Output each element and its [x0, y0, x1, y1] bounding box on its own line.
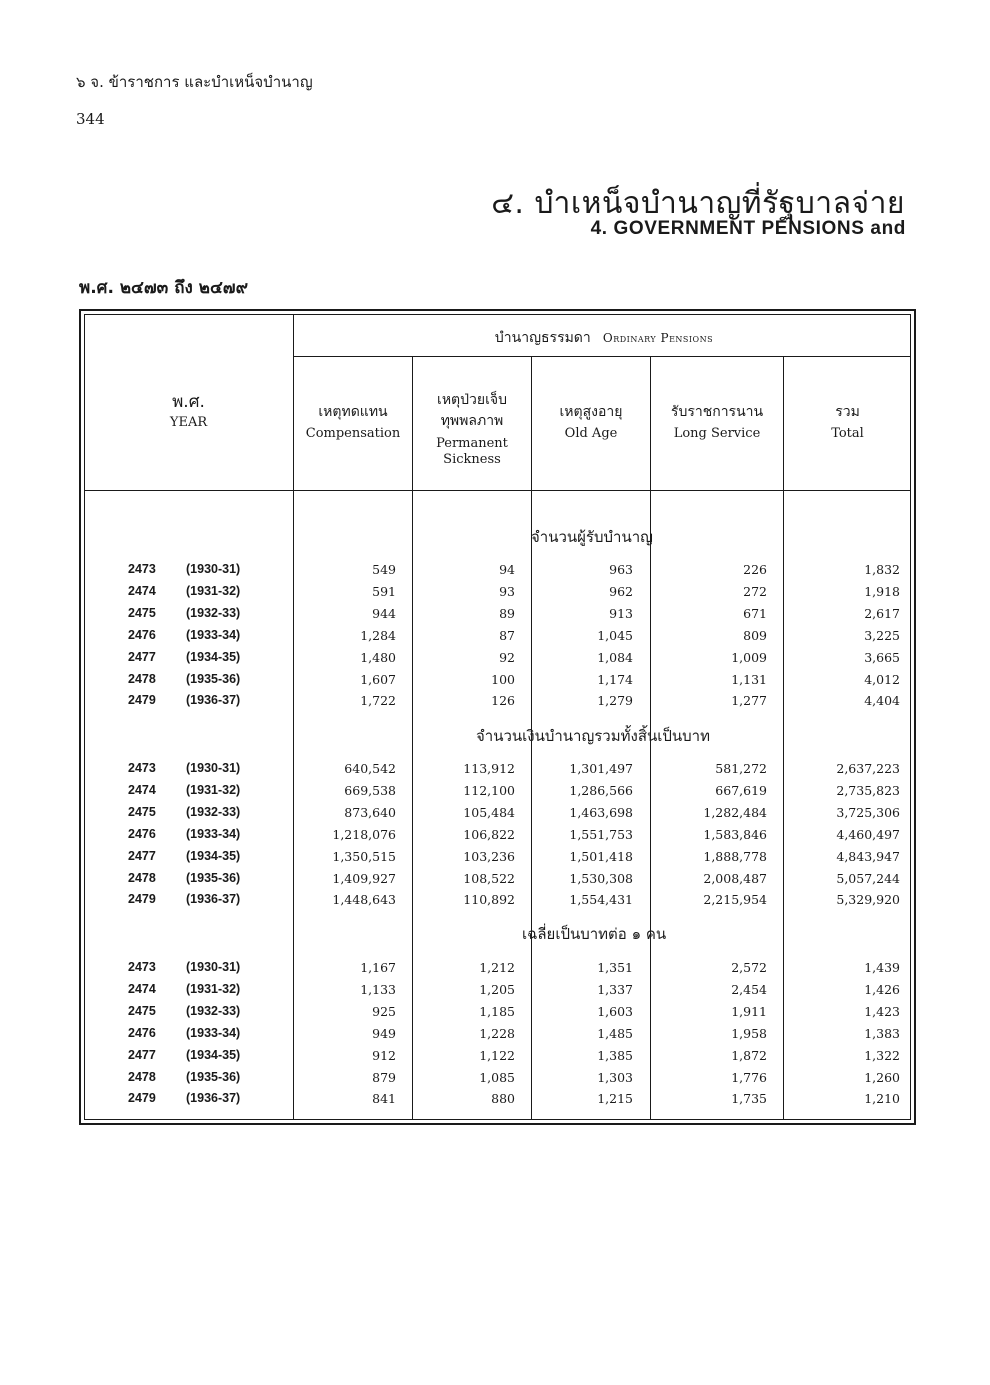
value-cell: 925 [372, 1004, 396, 1019]
value-cell: 809 [743, 628, 767, 643]
range-cell: (1933-34) [186, 628, 241, 642]
year-cell: 2475 [128, 606, 156, 620]
value-cell: 1,888,778 [703, 849, 767, 864]
range-cell: (1934-35) [186, 650, 241, 664]
value-cell: 591 [372, 584, 396, 599]
value-cell: 108,522 [463, 871, 515, 886]
value-cell: 671 [743, 606, 767, 621]
year-cell: 2473 [128, 562, 156, 576]
year-cell: 2475 [128, 1004, 156, 1018]
value-cell: 1,918 [864, 584, 900, 599]
col-header-compensation [294, 404, 412, 442]
table-row [0, 1026, 990, 1047]
range-cell: (1935-36) [186, 871, 241, 885]
table-row [0, 1091, 990, 1112]
value-cell: 4,012 [864, 672, 900, 687]
value-cell: 1,383 [864, 1026, 900, 1041]
value-cell: 5,329,920 [836, 892, 900, 907]
table-row [0, 783, 990, 804]
value-cell: 1,303 [597, 1070, 633, 1085]
table-row [0, 1048, 990, 1069]
value-cell: 1,351 [597, 960, 633, 975]
col-header-total [784, 404, 911, 442]
value-cell: 1,212 [479, 960, 515, 975]
value-cell: 2,454 [731, 982, 767, 997]
col-header-long-service-thai: รับราชการนาน [670, 404, 764, 420]
value-cell: 873,640 [344, 805, 396, 820]
value-cell: 1,215 [597, 1091, 633, 1106]
value-cell: 1,337 [597, 982, 633, 997]
value-cell: 100 [491, 672, 515, 687]
table-row [0, 827, 990, 848]
value-cell: 5,057,244 [836, 871, 900, 886]
value-cell: 94 [499, 562, 515, 577]
range-cell: (1931-32) [186, 584, 241, 598]
year-header [84, 392, 293, 432]
value-cell: 669,538 [344, 783, 396, 798]
value-cell: 1,480 [360, 650, 396, 665]
value-cell: 2,735,823 [836, 783, 900, 798]
value-cell: 949 [372, 1026, 396, 1041]
value-cell: 879 [372, 1070, 396, 1085]
value-cell: 113,912 [463, 761, 515, 776]
value-cell: 2,572 [731, 960, 767, 975]
year-cell: 2477 [128, 650, 156, 664]
table-row [0, 584, 990, 605]
value-cell: 1,282,484 [703, 805, 767, 820]
value-cell: 1,426 [864, 982, 900, 997]
section-title-average-per-person: เฉลี่ยเป็นบาทต่อ ๑ คน [522, 925, 667, 943]
value-cell: 1,133 [360, 982, 396, 997]
value-cell: 1,218,076 [332, 827, 396, 842]
value-cell: 1,463,698 [569, 805, 633, 820]
col-header-compensation-english: Compensation [305, 425, 401, 441]
value-cell: 89 [499, 606, 515, 621]
year-cell: 2477 [128, 1048, 156, 1062]
table-row [0, 672, 990, 693]
ordinary-pensions-english: Ordinary Pensions [602, 331, 714, 345]
value-cell: 1,485 [597, 1026, 633, 1041]
value-cell: 841 [372, 1091, 396, 1106]
range-cell: (1930-31) [186, 562, 241, 576]
value-cell: 1,448,643 [332, 892, 396, 907]
table-row [0, 960, 990, 981]
value-cell: 1,735 [731, 1091, 767, 1106]
table-row [0, 606, 990, 627]
year-header-english: YEAR [169, 415, 208, 431]
value-cell: 112,100 [463, 783, 515, 798]
col-header-sickness [413, 390, 531, 469]
value-cell: 1,409,927 [332, 871, 396, 886]
table-row [0, 982, 990, 1003]
ordinary-pensions-header [293, 327, 915, 349]
year-header-thai: พ.ศ. [172, 392, 205, 412]
value-cell: 944 [372, 606, 396, 621]
range-cell: (1933-34) [186, 827, 241, 841]
value-cell: 103,236 [463, 849, 515, 864]
value-cell: 1,284 [360, 628, 396, 643]
table-row [0, 805, 990, 826]
col-header-sickness-english: Permanent Sickness [436, 436, 508, 468]
value-cell: 1,185 [479, 1004, 515, 1019]
col-header-long-service [651, 404, 783, 442]
value-cell: 1,205 [479, 982, 515, 997]
value-cell: 105,484 [463, 805, 515, 820]
value-cell: 2,215,954 [703, 892, 767, 907]
year-cell: 2478 [128, 871, 156, 885]
value-cell: 1,872 [731, 1048, 767, 1063]
year-cell: 2479 [128, 892, 156, 906]
table-row [0, 1070, 990, 1091]
col-header-total-english: Total [831, 425, 864, 441]
page-number: 344 [76, 110, 105, 128]
value-cell: 1,583,846 [703, 827, 767, 842]
value-cell: 912 [372, 1048, 396, 1063]
table-row [0, 892, 990, 913]
range-cell: (1936-37) [186, 1091, 241, 1105]
year-cell: 2476 [128, 628, 156, 642]
range-cell: (1935-36) [186, 1070, 241, 1084]
value-cell: 2,008,487 [703, 871, 767, 886]
range-cell: (1930-31) [186, 761, 241, 775]
value-cell: 1,009 [731, 650, 767, 665]
rule-under-group-header [293, 356, 911, 357]
col-header-old-age-english: Old Age [564, 425, 618, 441]
value-cell: 226 [743, 562, 767, 577]
running-head: ๖ จ. ข้าราชการ และบำเหน็จบำนาญ [76, 73, 313, 91]
rule-under-header [84, 490, 911, 491]
year-cell: 2477 [128, 849, 156, 863]
value-cell: 2,617 [864, 606, 900, 621]
value-cell: 880 [491, 1091, 515, 1106]
years-label: พ.ศ. ๒๔๗๓ ถึง ๒๔๗๙ [79, 278, 249, 298]
range-cell: (1936-37) [186, 693, 241, 707]
value-cell: 1,832 [864, 562, 900, 577]
value-cell: 2,637,223 [836, 761, 900, 776]
table-row [0, 871, 990, 892]
year-cell: 2476 [128, 827, 156, 841]
range-cell: (1936-37) [186, 892, 241, 906]
year-cell: 2476 [128, 1026, 156, 1040]
value-cell: 1,301,497 [569, 761, 633, 776]
col-header-total-thai: รวม [835, 404, 860, 420]
value-cell: 667,619 [715, 783, 767, 798]
year-cell: 2479 [128, 693, 156, 707]
year-cell: 2475 [128, 805, 156, 819]
value-cell: 1,228 [479, 1026, 515, 1041]
year-cell: 2473 [128, 960, 156, 974]
table-row [0, 849, 990, 870]
year-cell: 2473 [128, 761, 156, 775]
value-cell: 1,607 [360, 672, 396, 687]
range-cell: (1933-34) [186, 1026, 241, 1040]
value-cell: 1,277 [731, 693, 767, 708]
value-cell: 3,725,306 [836, 805, 900, 820]
value-cell: 1,501,418 [569, 849, 633, 864]
value-cell: 4,843,947 [836, 849, 900, 864]
value-cell: 1,554,431 [569, 892, 633, 907]
table-row [0, 1004, 990, 1025]
value-cell: 1,958 [731, 1026, 767, 1041]
value-cell: 1,174 [597, 672, 633, 687]
value-cell: 581,272 [715, 761, 767, 776]
value-cell: 1,385 [597, 1048, 633, 1063]
value-cell: 1,322 [864, 1048, 900, 1063]
value-cell: 87 [499, 628, 515, 643]
table-row [0, 761, 990, 782]
value-cell: 4,460,497 [836, 827, 900, 842]
range-cell: (1934-35) [186, 849, 241, 863]
year-cell: 2474 [128, 783, 156, 797]
value-cell: 1,603 [597, 1004, 633, 1019]
value-cell: 3,665 [864, 650, 900, 665]
section-title-pensioners: จำนวนผู้รับบำนาญ [531, 528, 653, 546]
year-cell: 2478 [128, 1070, 156, 1084]
value-cell: 93 [499, 584, 515, 599]
range-cell: (1931-32) [186, 982, 241, 996]
value-cell: 3,225 [864, 628, 900, 643]
year-cell: 2478 [128, 672, 156, 686]
table-title-thai: ๔. บำเหน็จบำนาญที่รัฐบาลจ่าย [491, 186, 905, 221]
range-cell: (1932-33) [186, 805, 241, 819]
value-cell: 1,167 [360, 960, 396, 975]
value-cell: 1,350,515 [332, 849, 396, 864]
range-cell: (1932-33) [186, 606, 241, 620]
col-header-compensation-thai: เหตุทดแทน [318, 404, 388, 420]
value-cell: 1,210 [864, 1091, 900, 1106]
value-cell: 92 [499, 650, 515, 665]
value-cell: 913 [609, 606, 633, 621]
value-cell: 1,279 [597, 693, 633, 708]
table-row [0, 693, 990, 714]
value-cell: 1,260 [864, 1070, 900, 1085]
value-cell: 963 [609, 562, 633, 577]
value-cell: 110,892 [463, 892, 515, 907]
value-cell: 126 [491, 693, 515, 708]
value-cell: 1,286,566 [569, 783, 633, 798]
table-row [0, 628, 990, 649]
table-row [0, 562, 990, 583]
value-cell: 1,045 [597, 628, 633, 643]
col-header-sickness-thai: เหตุป่วยเจ็บทุพพลภาพ [437, 392, 507, 429]
range-cell: (1930-31) [186, 960, 241, 974]
value-cell: 1,911 [731, 1004, 767, 1019]
value-cell: 4,404 [864, 693, 900, 708]
year-cell: 2479 [128, 1091, 156, 1105]
value-cell: 1,530,308 [569, 871, 633, 886]
value-cell: 1,131 [731, 672, 767, 687]
value-cell: 1,776 [731, 1070, 767, 1085]
value-cell: 1,084 [597, 650, 633, 665]
value-cell: 640,542 [344, 761, 396, 776]
year-cell: 2474 [128, 584, 156, 598]
table-title-english: 4. GOVERNMENT PENSIONS and [590, 218, 906, 239]
col-header-long-service-english: Long Service [673, 425, 761, 441]
value-cell: 1,551,753 [569, 827, 633, 842]
value-cell: 1,122 [479, 1048, 515, 1063]
value-cell: 1,439 [864, 960, 900, 975]
table-row [0, 650, 990, 671]
range-cell: (1931-32) [186, 783, 241, 797]
section-title-total-amount: จำนวนเงินบำนาญรวมทั้งสิ้นเป็นบาท [476, 727, 710, 745]
col-header-old-age-thai: เหตุสูงอายุ [559, 404, 623, 420]
col-header-old-age [532, 404, 650, 442]
range-cell: (1934-35) [186, 1048, 241, 1062]
range-cell: (1932-33) [186, 1004, 241, 1018]
range-cell: (1935-36) [186, 672, 241, 686]
value-cell: 549 [372, 562, 396, 577]
value-cell: 272 [743, 584, 767, 599]
ordinary-pensions-thai: บำนาญธรรมดา [494, 330, 591, 346]
value-cell: 1,085 [479, 1070, 515, 1085]
value-cell: 1,722 [360, 693, 396, 708]
value-cell: 962 [609, 584, 633, 599]
year-cell: 2474 [128, 982, 156, 996]
value-cell: 106,822 [463, 827, 515, 842]
value-cell: 1,423 [864, 1004, 900, 1019]
